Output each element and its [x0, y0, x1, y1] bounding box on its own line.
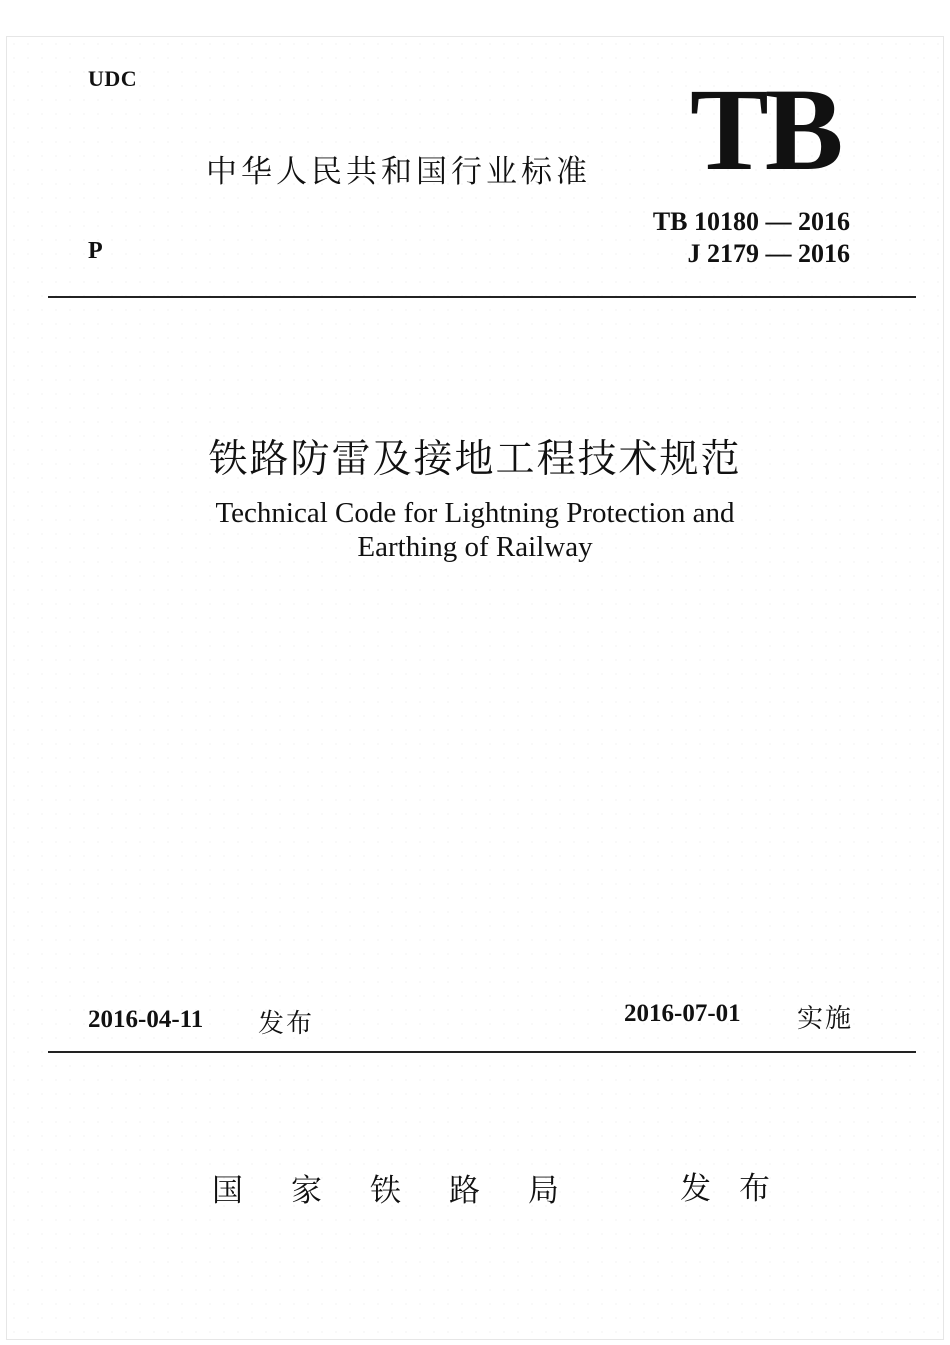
- title-english: [0, 496, 950, 564]
- title-english-line1: Technical Code for Lightning Protection and: [215, 497, 735, 529]
- udc-label: UDC: [88, 66, 138, 91]
- standard-number: TB 10180 — 2016: [652, 207, 850, 236]
- issue-label: 发布: [258, 1009, 315, 1039]
- industry-standard-heading: 中华人民共和国行业标准: [206, 154, 591, 190]
- classification-code: P: [88, 238, 103, 264]
- tb-logo: TB: [690, 64, 840, 195]
- title-english-line2: Earthing of Railway: [357, 531, 593, 563]
- title-chinese: 铁路防雷及接地工程技术规范: [208, 437, 742, 482]
- top-divider: [48, 296, 916, 298]
- implementation-label: 实施: [797, 1004, 854, 1034]
- standard-numbers: [653, 206, 850, 270]
- issue-date: 2016-04-11: [88, 1006, 204, 1033]
- publisher-name: 国家铁路局: [212, 1173, 607, 1209]
- bottom-divider: [48, 1051, 916, 1053]
- publish-action: 发布: [680, 1171, 798, 1207]
- implementation-date: 2016-07-01: [624, 1000, 741, 1027]
- record-number: J 2179 — 2016: [687, 239, 850, 268]
